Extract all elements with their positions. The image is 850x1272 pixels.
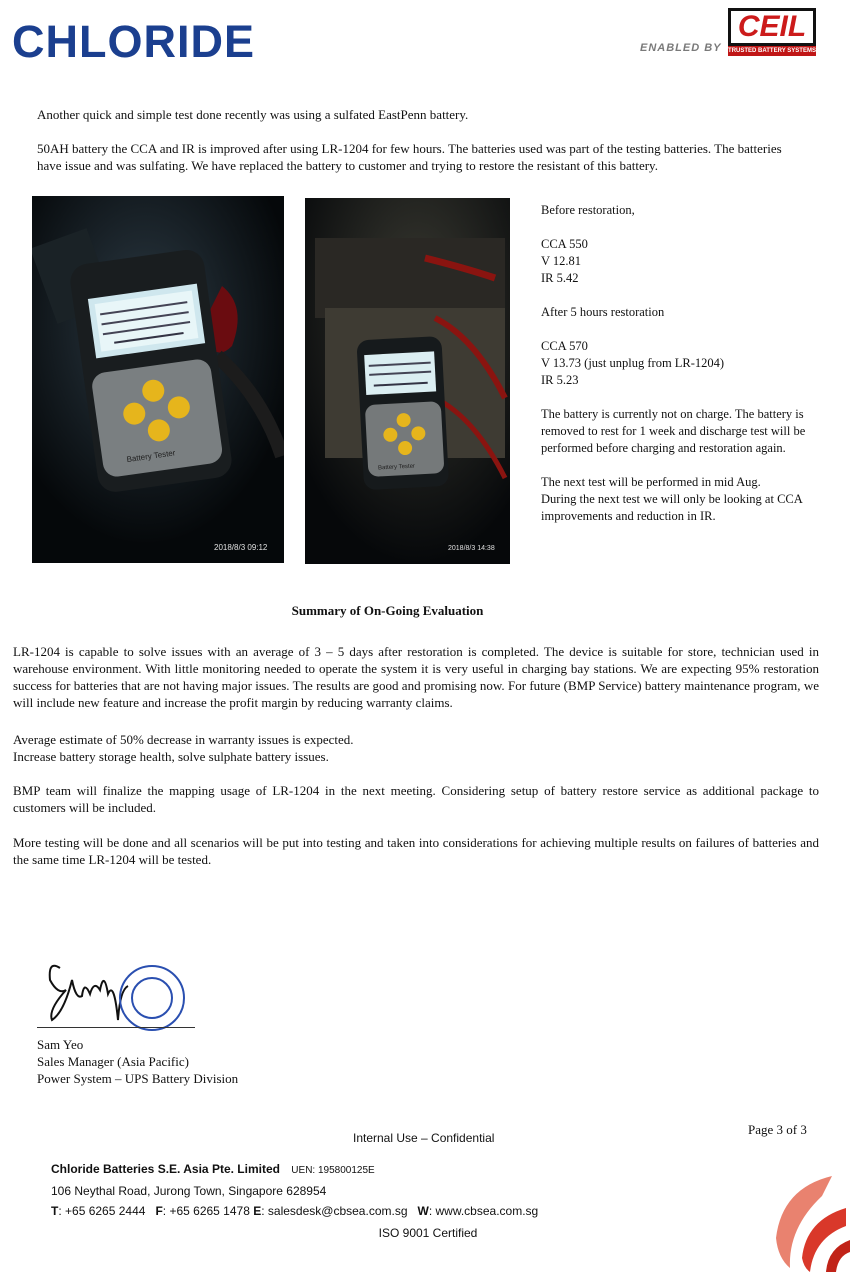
after-heading: After 5 hours restoration	[541, 305, 665, 319]
before-ir: IR 5.42	[541, 271, 579, 285]
fax-label: F	[155, 1204, 163, 1218]
corner-swoosh-logo	[762, 1168, 850, 1272]
chloride-logo: CHLORIDE	[12, 16, 255, 67]
after-cca: CCA 570	[541, 339, 588, 353]
battery-tester-photo-before	[32, 196, 284, 563]
signatory-name: Sam Yeo	[37, 1037, 84, 1052]
fax-number: : +65 6265 1478	[162, 1204, 250, 1218]
note2-line-2: During the next test we will only be looking at CCA	[541, 492, 803, 506]
note1-line-2: removed to rest for 1 week and discharge test will be	[541, 424, 806, 438]
summary-paragraph-2-line-1: Average estimate of 50% decrease in warranty issues is expected.	[13, 732, 354, 747]
ceil-logo-text: CEIL	[728, 8, 816, 46]
website[interactable]: : www.cbsea.com.sg	[428, 1204, 539, 1218]
page-number: Page 3 of 3	[748, 1122, 807, 1137]
summary-paragraph-1: LR-1204 is capable to solve issues with an average of 3 – 5 days after restoration is completed. The device is suitable for store, technician used in warehouse environment. With little monitoring needed to operate the system it is very useful in charging bay stations. We are expecting 95% restoration success for batteries that are not having major issues. The results are good and promising now. For future (BMP Service) battery maintenance program, we will include new feature and increase the profit margin by reducing warranty claims.	[13, 644, 819, 710]
note1-line-3: performed before charging and restoration again.	[541, 441, 786, 455]
email-label: E	[253, 1204, 262, 1218]
company-footer	[51, 1159, 538, 1221]
company-uen: UEN: 195800125E	[291, 1165, 375, 1176]
company-address: 106 Neythal Road, Jurong Town, Singapore 628954	[51, 1184, 327, 1198]
summary-paragraph-4: More testing will be done and all scenarios will be put into testing and taken into considerations for achieving multiple results on failures of batteries and the same time LR-1204 will be tested.	[13, 835, 819, 867]
after-ir: IR 5.23	[541, 373, 579, 387]
after-voltage: V 13.73 (just unplug from LR-1204)	[541, 356, 725, 370]
web-label: W	[417, 1204, 429, 1218]
before-voltage: V 12.81	[541, 254, 582, 268]
signatory-division: Power System – UPS Battery Division	[37, 1071, 239, 1086]
signature-line	[37, 1027, 195, 1028]
signatory-title: Sales Manager (Asia Pacific)	[37, 1054, 189, 1069]
enabled-by-label: ENABLED BY	[640, 42, 722, 54]
tester-label-2: Battery Tester	[377, 463, 416, 472]
company-contacts	[51, 1201, 538, 1221]
company-stamp	[120, 966, 184, 1030]
restoration-results	[541, 202, 831, 525]
intro-paragraph-1: Another quick and simple test done recently was using a sulfated EastPenn battery.	[37, 107, 469, 122]
note2-line-1: The next test will be performed in mid Aug.	[541, 475, 761, 489]
battery-tester-photo-after	[305, 198, 510, 564]
summary-paragraph-3: BMP team will finalize the mapping usage of LR-1204 in the next meeting. Considering setup of battery restore service as additional package to customers will be included.	[13, 783, 819, 815]
note2-line-3: improvements and reduction in IR.	[541, 509, 716, 523]
company-name: Chloride Batteries S.E. Asia Pte. Limited	[51, 1162, 280, 1176]
internal-use-label: Internal Use – Confidential	[353, 1131, 495, 1145]
ceil-tagline: TRUSTED BATTERY SYSTEMS	[728, 48, 816, 54]
phone-number: : +65 6265 2444	[58, 1204, 146, 1218]
iso-certification: ISO 9001 Certified	[378, 1226, 478, 1240]
intro-paragraph-2	[37, 140, 807, 174]
photo-before-timestamp: 2018/8/3 09:12	[214, 543, 268, 552]
phone-label: T	[51, 1204, 59, 1218]
intro-paragraph-2-line-2: have issue and was sulfating. We have replaced the battery to customer and trying to restore the resistant of this battery.	[37, 158, 658, 173]
tester-photo-before-illustration	[32, 196, 284, 563]
before-cca: CCA 550	[541, 237, 588, 251]
photo-after-timestamp: 2018/8/3 14:38	[448, 545, 495, 552]
summary-paragraph-2-line-2: Increase battery storage health, solve sulphate battery issues.	[13, 749, 329, 764]
signature-with-company-stamp	[38, 950, 198, 1034]
signatory-block	[37, 1036, 238, 1087]
summary-title: Summary of On-Going Evaluation	[291, 603, 484, 618]
email-address[interactable]: : salesdesk@cbsea.com.sg	[261, 1204, 408, 1218]
note1-line-1: The battery is currently not on charge. The battery is	[541, 407, 804, 421]
tester-photo-after-illustration	[305, 198, 510, 564]
tester-label-1: Battery Tester	[125, 448, 176, 465]
ceil-logo	[728, 8, 816, 56]
before-heading: Before restoration,	[541, 203, 635, 217]
intro-paragraph-2-line-1: 50AH battery the CCA and IR is improved after using LR-1204 for few hours. The batteries used was part of the testing batteries. The batteries	[37, 141, 782, 156]
summary-paragraph-2	[13, 731, 819, 765]
